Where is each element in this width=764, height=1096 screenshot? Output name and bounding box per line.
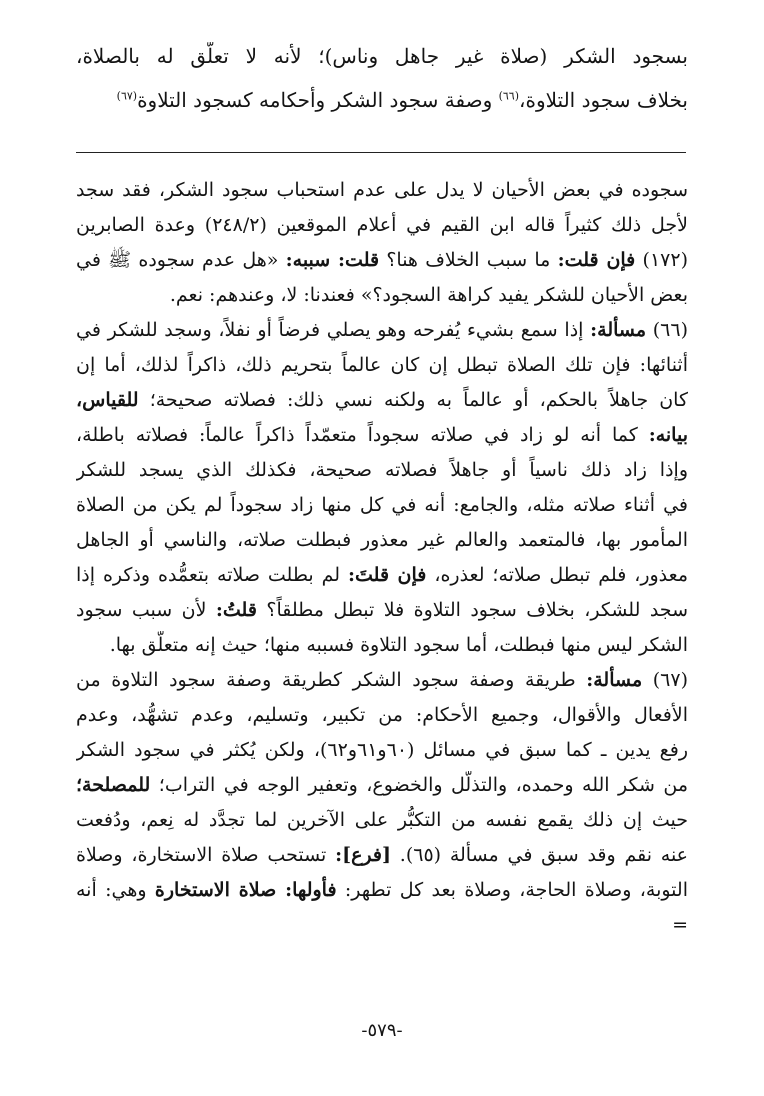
footnote-67-line: حيث إن ذلك يقمع نفسه من التكبُّر على الآخرين لما تجدَّد له نِعم، ودُفعت <box>76 809 688 831</box>
footnote-number: (٦٧) <box>652 669 688 691</box>
footnote-66-line: بيانه: كما أنه لو زاد في صلاته سجوداً متعمّداً ذاكراً عالماً: فصلاته باطلة، <box>76 424 688 446</box>
footnote-line: بعض الأحيان للشكر يفيد كراهة السجود؟» فعندنا: لا، وعندهم: نعم. <box>169 284 688 306</box>
bold-term: مسألة: <box>590 319 647 341</box>
footnote-66-line: الشكر ليس منها فبطلت، أما سجود التلاوة فسببه منها؛ حيث إنه متعلّق بها. <box>109 634 688 656</box>
bold-term: قلت: سببه: <box>285 249 380 271</box>
footnote-67-line: من شكر الله وحمده، والتذلُّل والخضوع، وتعفير الوجه في التراب؛ للمصلحة؛ <box>76 774 688 796</box>
page-number: -٥٧٩- <box>361 1020 403 1041</box>
bold-term: قلتُ: <box>215 599 257 621</box>
footnote-67-line: رفع يدين ـ كما سبق في مسائل (٦٠و٦١و٦٢)، ولكن يُكثر في سجود الشكر <box>76 739 688 761</box>
main-text: وصفة سجود الشكر وأحكامه كسجود التلاوة <box>137 88 493 112</box>
main-text-line-2 <box>76 86 688 114</box>
footnote-line: سجوده في بعض الأحيان لا يدل على عدم استحباب سجود الشكر، فقد سجد <box>76 179 688 201</box>
bold-term: [فرع]: <box>335 844 391 866</box>
main-text: بخلاف سجود التلاوة، <box>519 88 688 112</box>
bold-term: فأولها: صلاة الاستخارة <box>154 879 337 901</box>
main-text-line-1 <box>76 42 688 70</box>
footnote-66-line: معذور، فلم تبطل صلاته؛ لعذره، فإن قلتَ: لم بطلت صلاته بتعمُّده وذكره إذا <box>76 564 688 586</box>
footnote-66-line: أثنائها: فإن تلك الصلاة تبطل إن كان عالماً بتحريم ذلك، ذاكراً لذلك، أما إن <box>76 354 688 376</box>
footnote-66-line: (٦٦) مسألة: إذا سمع بشيء يُفرحه وهو يصلي فرضاً أو نفلاً، وسجد للشكر في <box>76 319 688 341</box>
footnote-66-line: سجد للشكر، بخلاف سجود التلاوة فلا تبطل مطلقاً؟ قلتُ: لأن سبب سجود <box>76 599 688 621</box>
bold-term: للقياس، <box>76 389 139 411</box>
footnote-66-line: وإذا زاد ذلك ناسياً أو جاهلاً فصلاته صحيحة، فكذلك الذي يسجد للشكر <box>76 459 688 481</box>
main-text: بسجود الشكر (صلاة غير جاهل وناس)؛ لأنه لا تعلّق له بالصلاة، <box>76 44 688 68</box>
footnote-67-line: الأفعال والأقوال، وجميع الأحكام: من تكبير، وتسليم، وعدم تشهُّد، وعدم <box>76 704 688 726</box>
bold-term: فإن قلتَ: <box>348 564 427 586</box>
footnote-66-line: المأمور بها، فالمتعمد والعالم غير معذور فبطلت صلاته، والناسي أو الجاهل <box>76 529 688 551</box>
footnote-67-line <box>76 911 688 939</box>
footnote-66-line: في أثناء صلاته مثله، والجامع: أنه في كل منها زاد سجوداً لم يكن من الصلاة <box>76 494 688 516</box>
footnote-number: (٦٦) <box>652 319 688 341</box>
footnote-67-line: عنه نقم وقد سبق في مسألة (٦٥). [فرع]: تستحب صلاة الاستخارة، وصلاة <box>76 844 688 866</box>
footnote-ref-66[interactable]: (٦٦) <box>498 89 520 103</box>
continuation-mark: = <box>672 914 688 936</box>
footnote-line: (١٧٢) فإن قلت: ما سبب الخلاف هنا؟ قلت: سببه: «هل عدم سجوده ﷺ في <box>76 249 688 271</box>
footnote-66-line: كان جاهلاً بالحكم، أو عالماً به ولكنه نسي ذلك: فصلاته صحيحة؛ للقياس، <box>76 389 688 411</box>
footnote-ref-67[interactable]: (٦٧) <box>116 89 138 103</box>
footnote-line: لأجل ذلك كثيراً قاله ابن القيم في أعلام الموقعين (٢٤٨/٢) وعدة الصابرين <box>76 214 688 236</box>
footnote-divider <box>76 152 686 153</box>
bold-term: بيانه: <box>648 424 688 446</box>
bold-term: مسألة: <box>586 669 643 691</box>
bold-term: للمصلحة؛ <box>76 774 151 796</box>
bold-term: فإن قلت: <box>557 249 636 271</box>
footnote-67-line: (٦٧) مسألة: طريقة وصفة سجود الشكر كطريقة وصفة سجود التلاوة من <box>76 669 688 691</box>
footnote-67-line: التوبة، وصلاة الحاجة، وصلاة بعد كل تطهر: فأولها: صلاة الاستخارة وهي: أنه <box>76 879 688 901</box>
